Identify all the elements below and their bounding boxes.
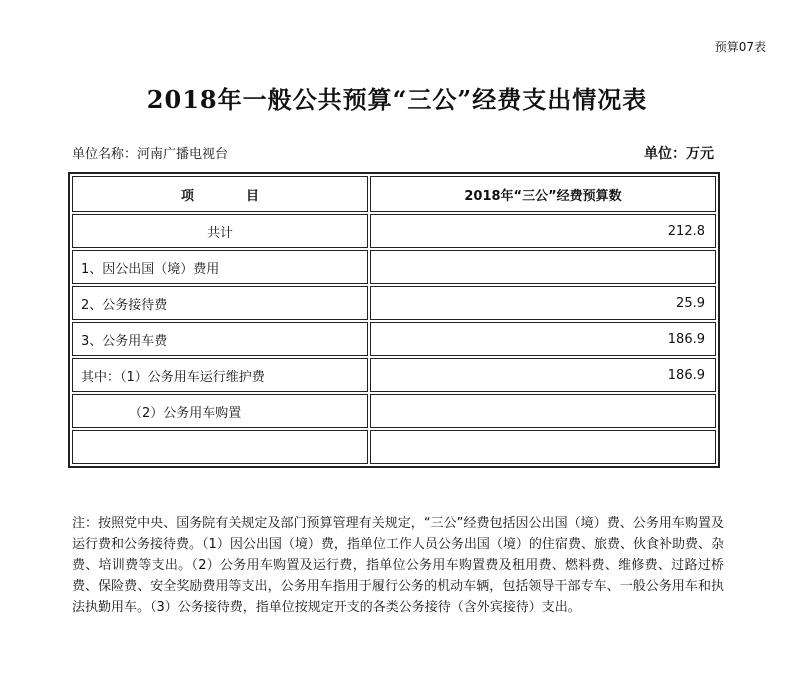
page-title: 2018年一般公共预算“三公”经费支出情况表 (146, 85, 648, 114)
row-label: 2、公务接待费 (72, 286, 368, 320)
table-row-total (72, 214, 716, 248)
row-value (370, 430, 716, 464)
row-value: 186.9 (370, 358, 716, 392)
header-budget: 2018年“三公”经费预算数 (370, 176, 716, 212)
budget-table (68, 172, 720, 468)
table-row-empty (72, 430, 716, 464)
row-value: 186.9 (370, 322, 716, 356)
table-row (72, 358, 716, 392)
row-label: 共计 (72, 214, 368, 248)
row-label: 1、因公出国（境）费用 (72, 250, 368, 284)
footnote: 注：按照党中央、国务院有关规定及部门预算管理有关规定，“三公”经费包括因公出国（境）费、公务用车购置及运行费和公务接待费。（1）因公出国（境）费，指单位工作人员公务出国（境）的住宿费、旅费、伙食补助费、杂费、培训费等支出。（2）公务用车购置及运行费，指单位公务用车购置费及租用费、燃料费、维修费、过路过桥费、保险费、安全奖励费用等支出，公务用车指用于履行公务的机动车辆，包括领导干部专车、一般公务用车和执法执勤用车。（3）公务接待费，指单位按规定开支的各类公务接待（含外宾接待）支出。 (72, 516, 724, 615)
row-label: 3、公务用车费 (72, 322, 368, 356)
row-value (370, 250, 716, 284)
row-value (370, 394, 716, 428)
row-label (72, 430, 368, 464)
table-row (72, 250, 716, 284)
table-row (72, 286, 716, 320)
table-row (72, 394, 716, 428)
table-header-row (72, 176, 716, 212)
row-label: 其中：（1）公务用车运行维护费 (72, 358, 368, 392)
row-value: 212.8 (370, 214, 716, 248)
form-number: 预算07表 (714, 40, 766, 54)
table-row (72, 322, 716, 356)
header-item: 项 目 (72, 176, 368, 212)
row-value: 25.9 (370, 286, 716, 320)
currency-unit-label: 单位：万元 (644, 146, 714, 162)
unit-name: 单位名称：河南广播电视台 (72, 147, 229, 162)
row-label: （2）公务用车购置 (72, 394, 368, 428)
